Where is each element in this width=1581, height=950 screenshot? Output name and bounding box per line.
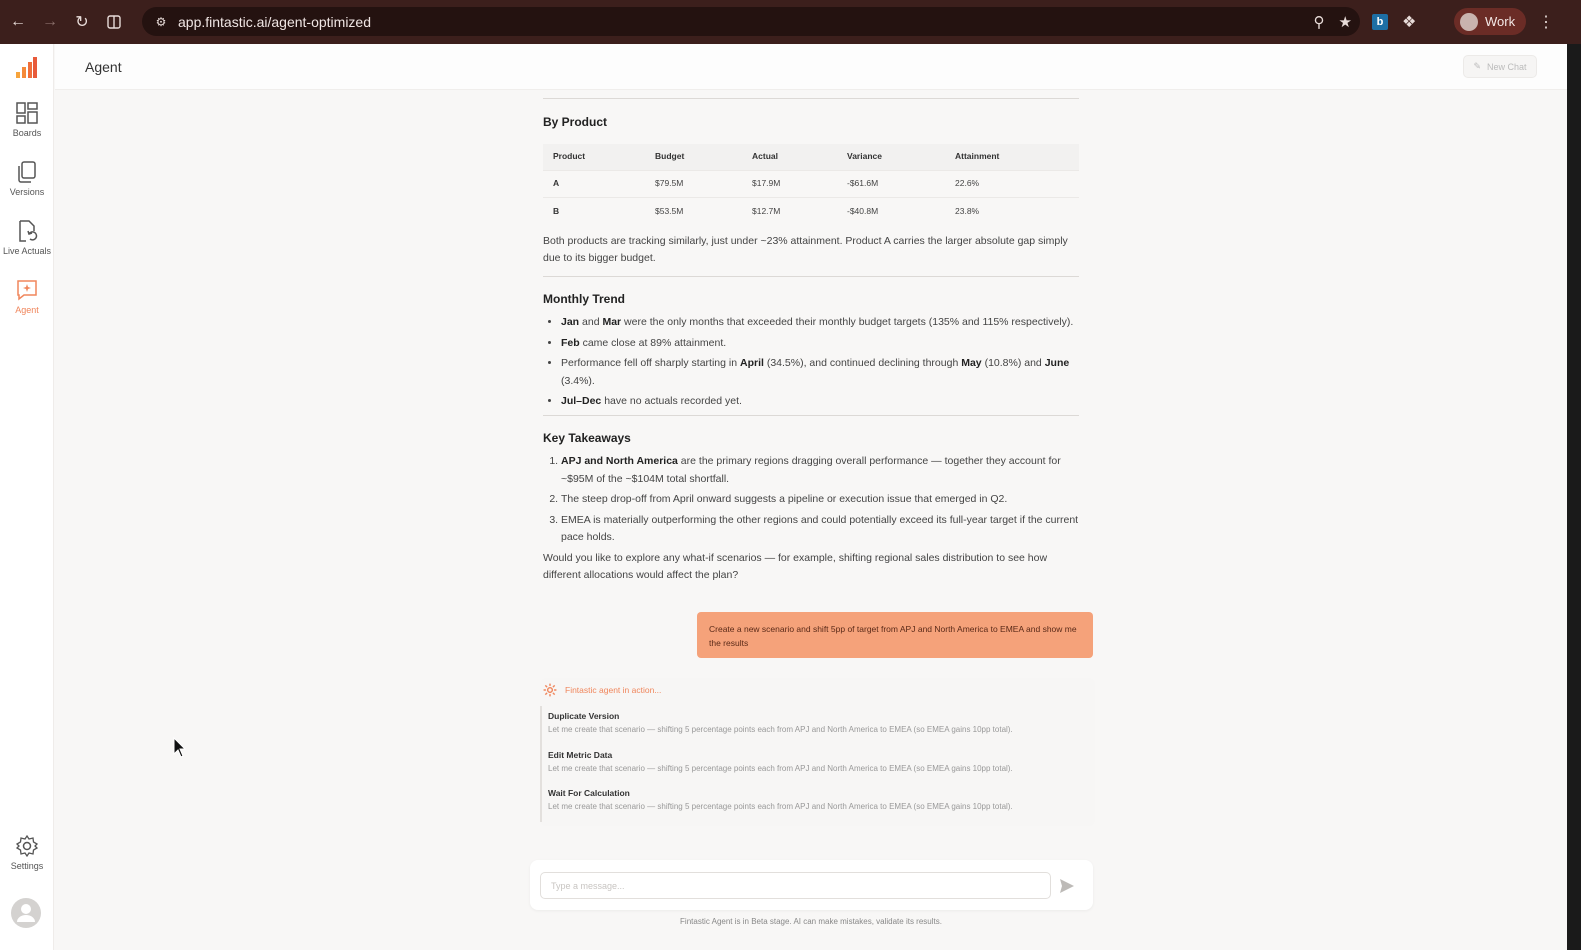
column-header: Actual bbox=[742, 144, 837, 171]
extension-b-icon[interactable]: b bbox=[1372, 14, 1388, 30]
column-header: Product bbox=[543, 144, 645, 171]
app-header bbox=[55, 44, 1567, 90]
forward-icon[interactable]: → bbox=[42, 13, 58, 30]
reload-icon[interactable]: ↻ bbox=[75, 14, 89, 31]
agent-step bbox=[548, 706, 1095, 745]
key-takeaways-list bbox=[543, 453, 1079, 547]
step-title: Edit Metric Data bbox=[548, 749, 613, 760]
table-cell: A bbox=[543, 171, 645, 198]
list-item: • Jul–Dec have no actuals recorded yet. bbox=[561, 393, 1079, 411]
site-settings-icon[interactable]: ⚙ bbox=[155, 14, 167, 29]
table-cell: $53.5M bbox=[645, 198, 742, 225]
list-item: • Jan and Mar were the only months that exceeded their monthly budget targets (135% and 115% respectively). bbox=[561, 314, 1079, 332]
sidebar-item-settings[interactable] bbox=[0, 834, 54, 871]
beta-disclaimer: Fintastic Agent is in Beta stage. AI can make mistakes, validate its results. bbox=[680, 917, 942, 926]
fintastic-logo[interactable] bbox=[14, 56, 38, 80]
column-header: Attainment bbox=[945, 144, 1079, 171]
gear-icon bbox=[15, 834, 39, 858]
browser-toolbar bbox=[0, 0, 1581, 44]
browser-menu-icon[interactable]: ⋮ bbox=[1538, 14, 1554, 31]
pencil-icon: ✎ bbox=[1473, 61, 1482, 71]
list-item: • Feb came close at 89% attainment. bbox=[561, 335, 1079, 353]
user-avatar[interactable] bbox=[11, 898, 41, 928]
versions-icon bbox=[15, 160, 39, 184]
table-row bbox=[543, 171, 1079, 198]
window-edge bbox=[1567, 44, 1581, 950]
step-description: Let me create that scenario — shifting 5 percentage points each from APJ and North America to EMEA (so EMEA gains 10pp total). bbox=[548, 802, 1013, 811]
table-cell: -$61.6M bbox=[837, 171, 945, 198]
step-title: Wait For Calculation bbox=[548, 788, 630, 798]
by-product-summary: Both products are tracking similarly, just under ~23% attainment. Product A carries the larger absolute gap simply due to its bigger budget. bbox=[543, 234, 1068, 264]
table-cell: $17.9M bbox=[742, 171, 837, 198]
table-cell: 23.8% bbox=[945, 198, 1079, 225]
sidebar-item-label: Boards bbox=[12, 128, 42, 138]
sidebar-item-label: Live Actuals bbox=[2, 246, 52, 256]
agent-steps bbox=[540, 706, 1095, 822]
bookmark-star-icon[interactable]: ★ bbox=[1338, 13, 1352, 31]
zoom-icon[interactable]: ⚲ bbox=[1313, 13, 1325, 31]
boards-icon bbox=[15, 101, 39, 125]
list-item: • Performance fell off sharply starting in April (34.5%), and continued declining through May (10.8%) and June (3.4%). bbox=[561, 355, 1079, 390]
monthly-trend-list bbox=[543, 314, 1079, 411]
agent-gear-icon bbox=[543, 683, 557, 697]
column-header: Budget bbox=[645, 144, 742, 171]
mouse-cursor-icon bbox=[173, 737, 187, 759]
table-cell: $12.7M bbox=[742, 198, 837, 225]
live-actuals-icon bbox=[15, 219, 39, 243]
table-row bbox=[543, 198, 1079, 225]
sidebar-item-live-actuals[interactable] bbox=[0, 219, 54, 256]
section-divider bbox=[543, 276, 1079, 277]
profile-label: Work bbox=[1485, 14, 1516, 29]
extensions-puzzle-icon[interactable]: ❖ bbox=[1402, 13, 1417, 31]
agent-step bbox=[548, 783, 1095, 822]
sidebar-item-label: Agent bbox=[15, 305, 39, 315]
by-product-heading: By Product bbox=[543, 115, 608, 129]
new-chat-button[interactable] bbox=[1463, 55, 1537, 78]
followup-question: Would you like to explore any what-if scenarios — for example, shifting regional sales distribution to see how different allocations would affect the plan? bbox=[543, 551, 1048, 581]
send-icon[interactable] bbox=[1058, 877, 1076, 895]
section-divider bbox=[543, 98, 1079, 99]
chat-transcript bbox=[543, 90, 1079, 585]
sidebar-item-label: Versions bbox=[9, 187, 45, 197]
agent-step bbox=[548, 745, 1095, 784]
step-description: Let me create that scenario — shifting 5 percentage points each from APJ and North America to EMEA (so EMEA gains 10pp total). bbox=[548, 763, 1013, 773]
extensions-area bbox=[1372, 7, 1416, 36]
by-product-table bbox=[543, 144, 1079, 225]
address-bar[interactable] bbox=[142, 7, 1360, 36]
section-divider bbox=[543, 415, 1079, 416]
column-header: Variance bbox=[837, 144, 945, 171]
new-chat-label: New Chat bbox=[1487, 61, 1527, 72]
table-header-row bbox=[543, 144, 1079, 171]
agent-action-panel bbox=[540, 678, 1095, 826]
list-item: 2. The steep drop-off from April onward suggests a pipeline or execution issue that emerged in Q2. bbox=[561, 491, 1079, 509]
table-cell: B bbox=[543, 198, 645, 225]
split-view-icon[interactable] bbox=[100, 8, 128, 36]
page-title: Agent bbox=[85, 59, 122, 75]
message-input[interactable] bbox=[540, 872, 1051, 899]
step-description: Let me create that scenario — shifting 5 percentage points each from APJ and North America to EMEA (so EMEA gains 10pp total). bbox=[548, 725, 1013, 734]
user-message-bubble: Create a new scenario and shift 5pp of target from APJ and North America to EMEA and show me the results bbox=[697, 612, 1093, 658]
list-item: 3. EMEA is materially outperforming the other regions and could potentially exceed its full-year target if the current pace holds. bbox=[561, 512, 1079, 547]
list-item: 1. APJ and North America are the primary regions dragging overall performance — together they account for ~$95M of the ~$104M total shortfall. bbox=[561, 453, 1079, 488]
agent-status-text: Fintastic agent in action... bbox=[565, 685, 662, 695]
agent-icon bbox=[15, 278, 39, 302]
sidebar-item-label: Settings bbox=[10, 861, 44, 871]
profile-button[interactable] bbox=[1454, 8, 1526, 35]
sidebar-item-agent[interactable] bbox=[0, 278, 54, 315]
sidebar bbox=[0, 44, 54, 950]
back-icon[interactable]: ← bbox=[10, 13, 26, 30]
sidebar-item-boards[interactable] bbox=[0, 101, 54, 138]
table-cell: -$40.8M bbox=[837, 198, 945, 225]
agent-status-header bbox=[543, 683, 661, 697]
url-text: app.fintastic.ai/agent-optimized bbox=[178, 13, 371, 30]
message-composer bbox=[530, 860, 1093, 910]
table-cell: $79.5M bbox=[645, 171, 742, 198]
monthly-trend-heading: Monthly Trend bbox=[543, 291, 625, 306]
key-takeaways-heading: Key Takeaways bbox=[543, 430, 631, 445]
step-title: Duplicate Version bbox=[548, 711, 620, 721]
sidebar-item-versions[interactable] bbox=[0, 160, 54, 197]
table-cell: 22.6% bbox=[945, 171, 1079, 198]
profile-avatar bbox=[1460, 13, 1478, 31]
